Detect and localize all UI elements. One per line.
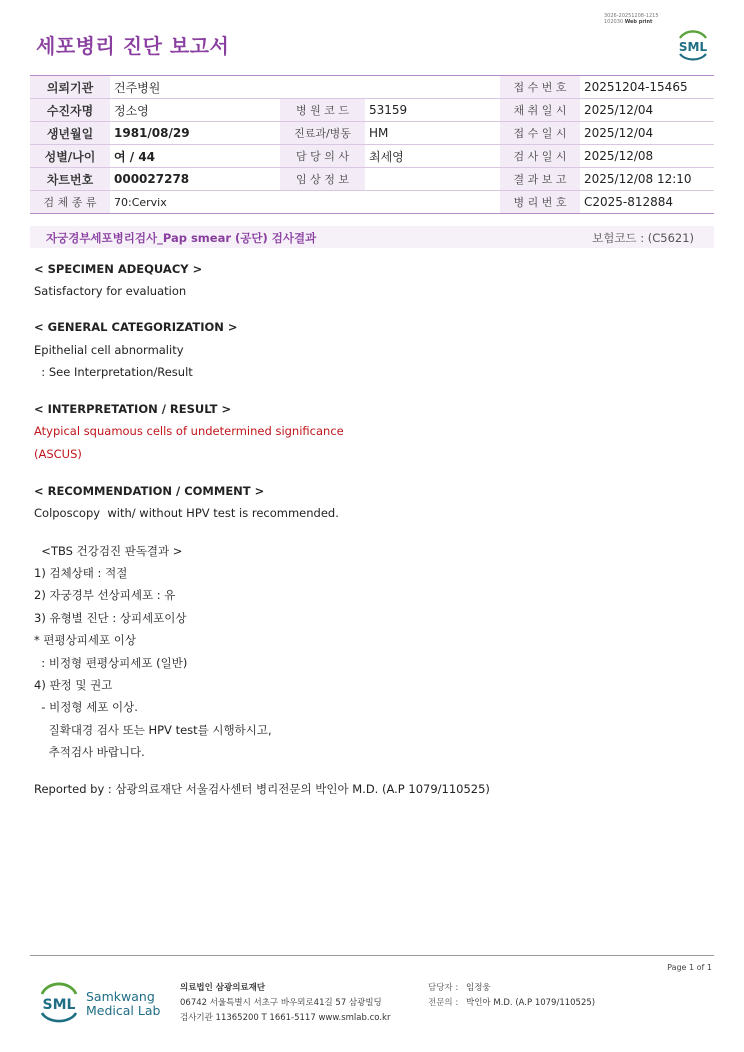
- value-institution: 건주병원: [110, 76, 500, 99]
- specialist-label: 전문의 :: [428, 998, 459, 1008]
- print-meta-line2: [604, 19, 659, 25]
- value-doctor: 최세영: [365, 145, 500, 168]
- table-row: [30, 191, 714, 214]
- specialist-name: 박인아 M.D. (A.P 1079/110525): [466, 998, 596, 1008]
- label-sex-age: 성별/나이: [30, 145, 110, 168]
- label-birth: 생년월일: [30, 122, 110, 145]
- table-row: [30, 145, 714, 168]
- print-meta: [604, 13, 659, 25]
- categorization-sub: : See Interpretation/Result: [34, 365, 193, 379]
- value-specimen-type: 70:Cervix: [110, 191, 500, 214]
- interpretation-line1: Atypical squamous cells of undetermined significance: [34, 424, 344, 438]
- footer-contact: 검사기관 11365200 T 1661-5117 www.smlab.co.kr: [180, 1013, 391, 1023]
- footer-street: 06742 서울특별시 서초구 바우뫼로41길 57 삼광빌딩: [180, 998, 382, 1008]
- exam-banner: [30, 226, 714, 248]
- recommendation-text: Colposcopy with/ without HPV test is recommended.: [34, 506, 339, 520]
- value-hospital-code: 53159: [365, 99, 500, 122]
- footer-divider: [30, 955, 714, 956]
- value-reception-no: 20251204-15465: [580, 76, 714, 99]
- categorization-text: Epithelial cell abnormality: [34, 343, 184, 357]
- table-row: [30, 168, 714, 191]
- staff-name: 임정웅: [466, 983, 491, 993]
- sml-logo-text: SML: [678, 40, 708, 54]
- page-title: 세포병리 진단 보고서: [36, 34, 230, 58]
- brand-line1: Samkwang: [86, 989, 155, 1004]
- label-reception-no: 접 수 번 호: [500, 76, 580, 99]
- footer-staff: [428, 981, 595, 1011]
- sml-footer-logo: [36, 978, 82, 1024]
- value-patient: 정소영: [110, 99, 280, 122]
- footer-address: [180, 981, 390, 1026]
- adequacy-heading: < SPECIMEN ADEQUACY >: [34, 262, 203, 276]
- label-department: 진료과/병동: [280, 122, 365, 145]
- brand-line2: Medical Lab: [86, 1003, 161, 1018]
- label-doctor: 담 당 의 사: [280, 145, 365, 168]
- page-number: Page 1 of 1: [667, 963, 712, 972]
- label-pathology-no: 병 리 번 호: [500, 191, 580, 214]
- value-department: HM: [365, 122, 500, 145]
- label-clinical: 임 상 정 보: [280, 168, 365, 191]
- label-institution: 의뢰기관: [30, 76, 110, 99]
- footer-org: 의료법인 삼광의료재단: [180, 983, 266, 993]
- label-exam-date: 검 사 일 시: [500, 145, 580, 168]
- value-report-date: 2025/12/08 12:10: [580, 168, 714, 191]
- reported-by: Reported by : 삼광의료재단 서울검사센터 병리전문의 박인아 M.D. (A.P 1079/110525): [34, 782, 490, 796]
- footer-specialist-row: [428, 996, 595, 1011]
- exam-title: 자궁경부세포병리검사_Pap smear (공단) 검사결과: [46, 231, 317, 245]
- footer-staff-row: [428, 981, 595, 996]
- patient-info-table: [30, 75, 714, 214]
- print-meta-code: 102030: [604, 19, 624, 25]
- sml-footer-logo-text: SML: [42, 997, 76, 1013]
- table-row: [30, 122, 714, 145]
- value-birth: 1981/08/29: [110, 122, 280, 145]
- label-collection-date: 채 취 일 시: [500, 99, 580, 122]
- print-meta-line1: 3026-20251208-1215: [604, 13, 659, 19]
- table-row: [30, 99, 714, 122]
- label-chart: 차트번호: [30, 168, 110, 191]
- tbs-line: 3) 유형별 진단 : 상피세포이상: [34, 611, 187, 625]
- staff-label: 담당자 :: [428, 983, 459, 993]
- value-sex-age: 여 / 44: [110, 145, 280, 168]
- sml-logo: [674, 26, 712, 62]
- value-reception-date: 2025/12/04: [580, 122, 714, 145]
- tbs-line: 질확대경 검사 또는 HPV test를 시행하시고,: [34, 723, 272, 737]
- value-collection-date: 2025/12/04: [580, 99, 714, 122]
- tbs-line: 1) 검체상태 : 적절: [34, 566, 128, 580]
- value-clinical: [365, 168, 500, 191]
- brand-name: [86, 990, 160, 1018]
- tbs-line: * 편평상피세포 이상: [34, 633, 136, 647]
- label-hospital-code: 병 원 코 드: [280, 99, 365, 122]
- tbs-line: <TBS 건강검진 판독결과 >: [34, 544, 183, 558]
- adequacy-text: Satisfactory for evaluation: [34, 284, 187, 298]
- label-report-date: 결 과 보 고: [500, 168, 580, 191]
- tbs-line: 추적검사 바랍니다.: [34, 745, 145, 759]
- tbs-line: : 비정형 편평상피세포 (일반): [34, 656, 188, 670]
- interpretation-line2: (ASCUS): [34, 447, 82, 461]
- table-row: [30, 76, 714, 99]
- tbs-line: 2) 자궁경부 선상피세포 : 유: [34, 588, 176, 602]
- value-pathology-no: C2025-812884: [580, 191, 714, 214]
- interpretation-heading: < INTERPRETATION / RESULT >: [34, 402, 232, 416]
- print-meta-label: Web print: [624, 19, 653, 25]
- label-patient: 수진자명: [30, 99, 110, 122]
- recommendation-heading: < RECOMMENDATION / COMMENT >: [34, 484, 265, 498]
- insurance-code: 보험코드 : (C5621): [592, 231, 694, 245]
- tbs-line: - 비정형 세포 이상.: [34, 700, 138, 714]
- value-chart: 000027278: [110, 168, 280, 191]
- label-reception-date: 접 수 일 시: [500, 122, 580, 145]
- tbs-line: 4) 판정 및 권고: [34, 678, 113, 692]
- categorization-heading: < GENERAL CATEGORIZATION >: [34, 320, 238, 334]
- value-exam-date: 2025/12/08: [580, 145, 714, 168]
- label-specimen-type: 검 체 종 류: [30, 191, 110, 214]
